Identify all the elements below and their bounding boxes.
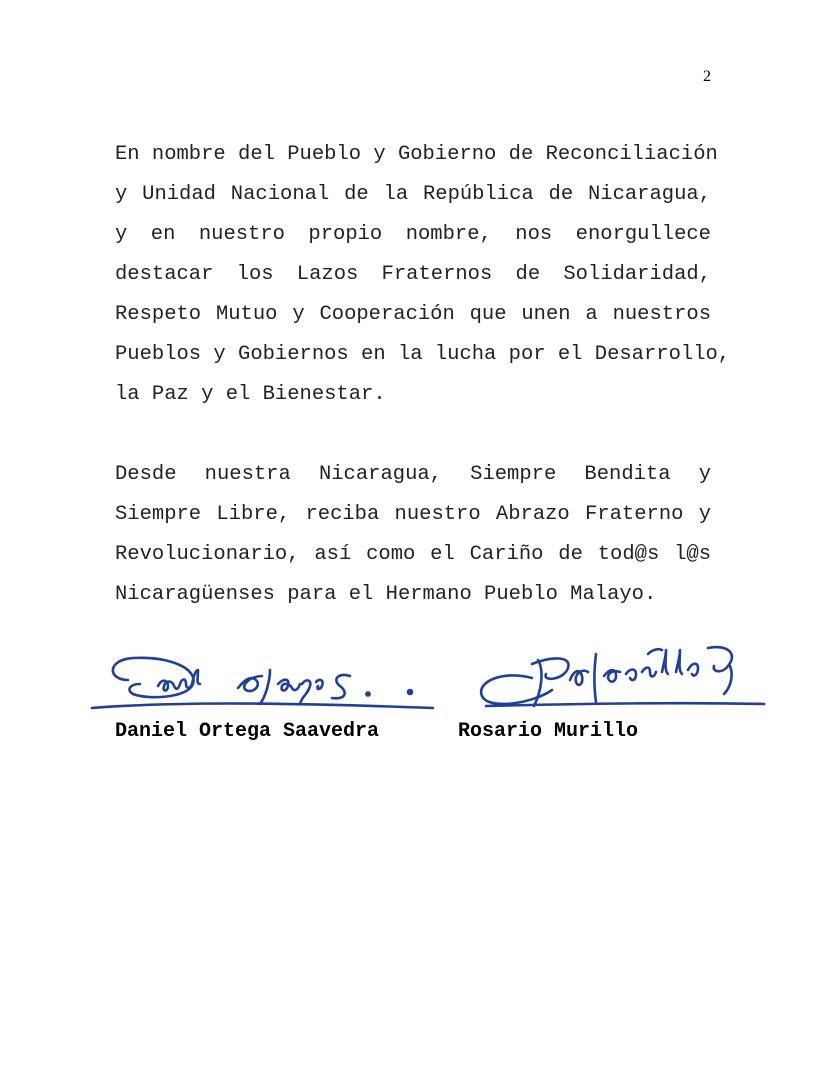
text-line: Respeto Mutuo y Cooperación que unen a nuestros xyxy=(115,303,711,326)
text-line: la Paz y el Bienestar. xyxy=(115,383,386,406)
text-line: Pueblos y Gobiernos en la lucha por el Desarrollo, xyxy=(115,343,731,366)
text-line: En nombre del Pueblo y Gobierno de Reconciliación xyxy=(115,143,718,166)
signer-name-murillo: Rosario Murillo xyxy=(458,720,639,743)
text-line: Revolucionario, así como el Cariño de tod@s l@s xyxy=(115,543,711,566)
signature-ortega xyxy=(88,650,448,720)
signer-name-ortega: Daniel Ortega Saavedra xyxy=(115,720,380,743)
paragraph-greeting xyxy=(115,135,731,415)
text-line: destacar los Lazos Fraternos de Solidaridad, xyxy=(115,263,711,286)
text-line: Siempre Libre, reciba nuestro Abrazo Fraterno y xyxy=(115,503,711,526)
text-line: y en nuestro propio nombre, nos enorgullece xyxy=(115,223,711,246)
text-line: Desde nuestra Nicaragua, Siempre Bendita y xyxy=(115,463,711,486)
page-number: 2 xyxy=(703,68,711,85)
signature-murillo xyxy=(472,630,772,730)
text-line: Nicaragüenses para el Hermano Pueblo Malayo. xyxy=(115,583,657,606)
paragraph-closing xyxy=(115,455,711,615)
text-line: y Unidad Nacional de la República de Nicaragua, xyxy=(115,183,711,206)
